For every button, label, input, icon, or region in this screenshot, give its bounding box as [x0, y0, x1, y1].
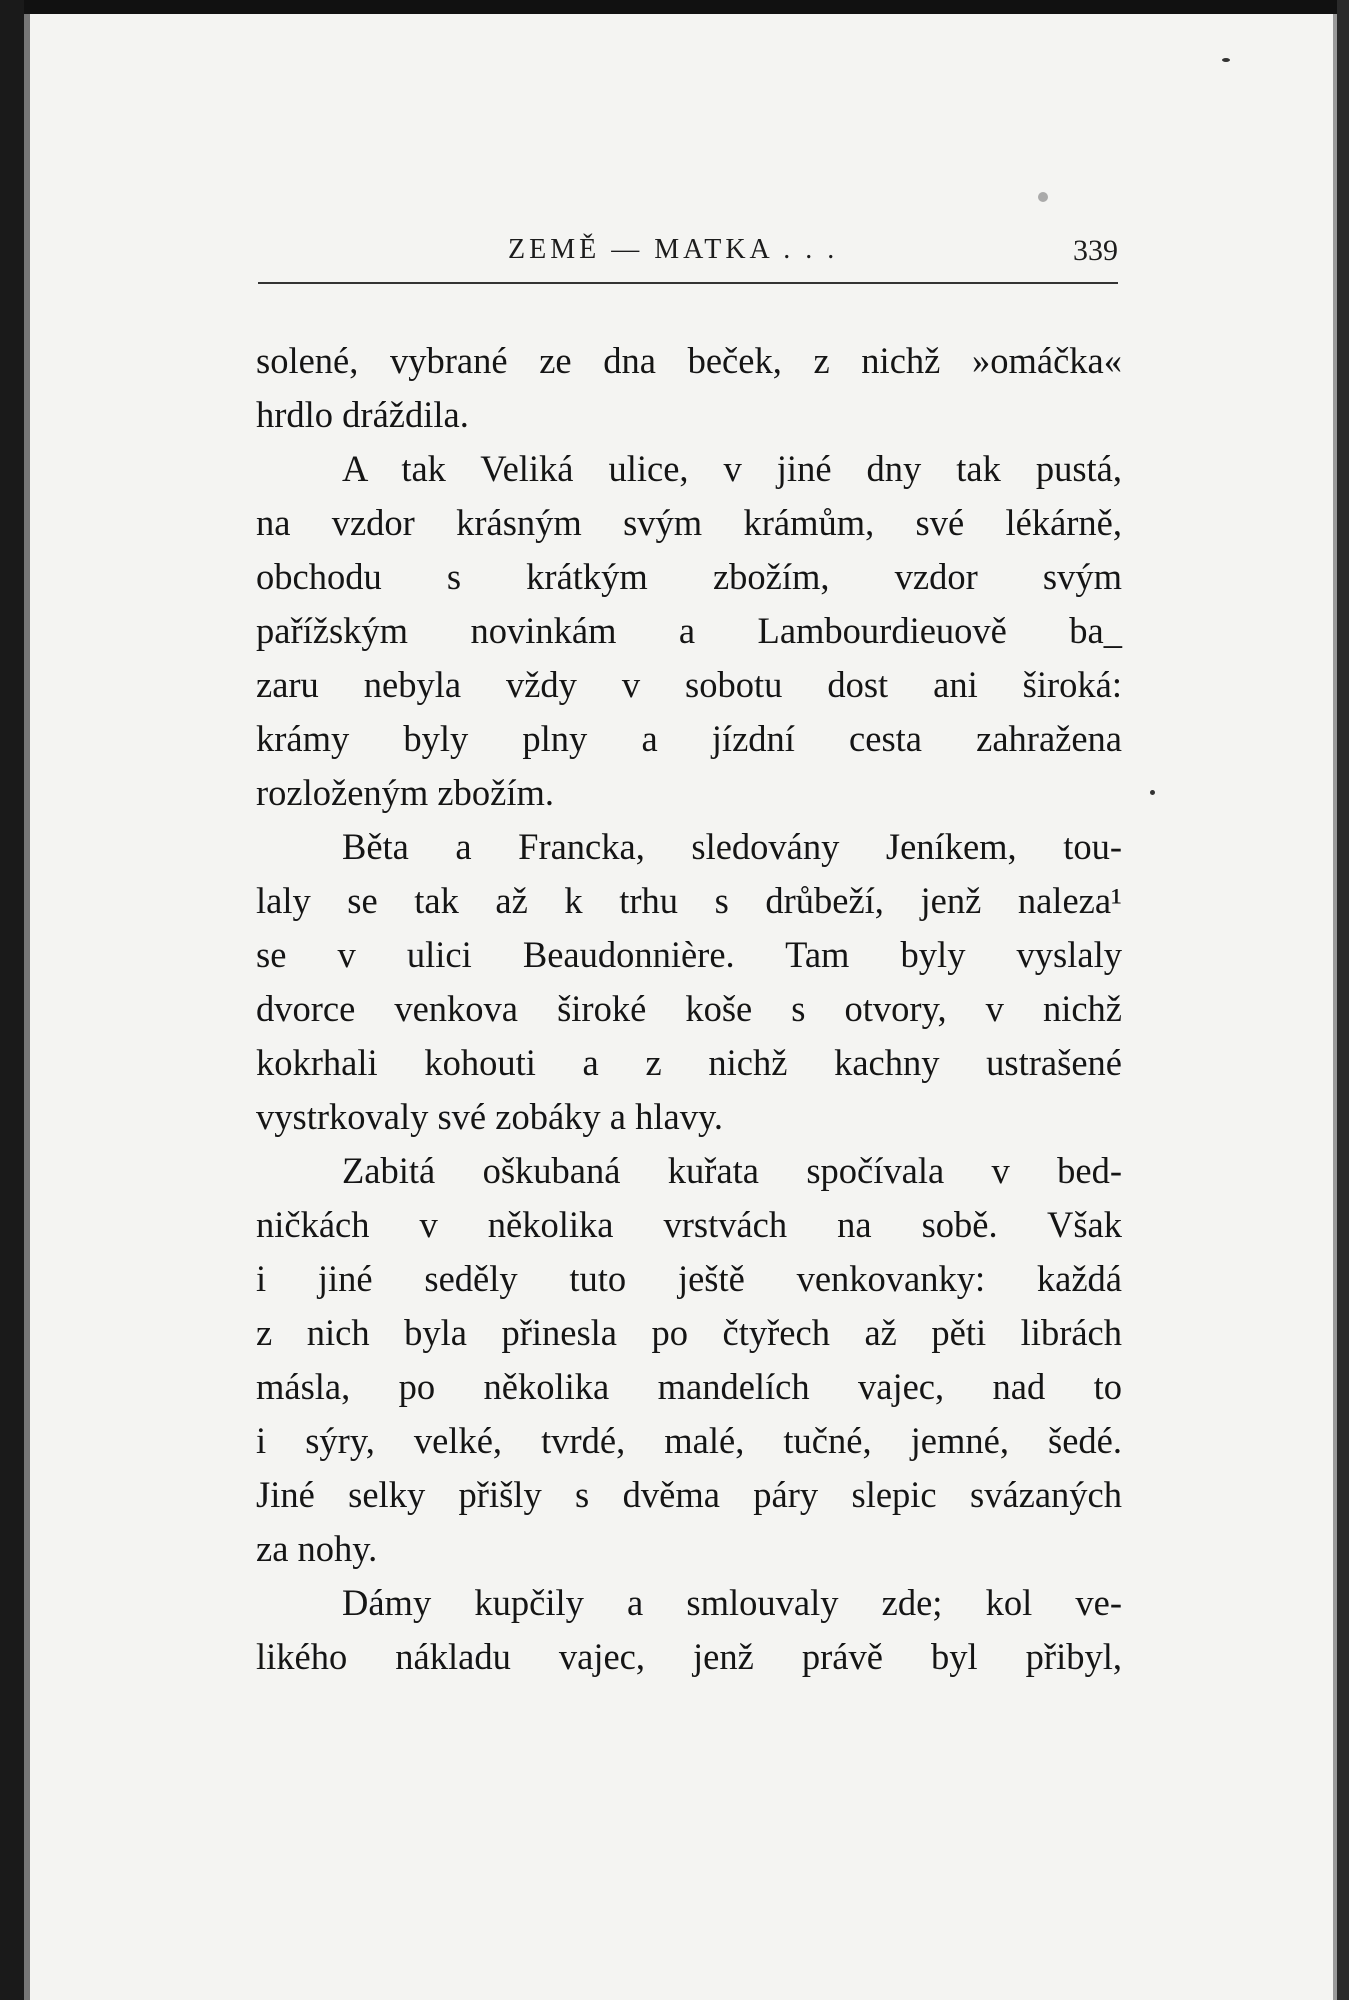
paragraph	[256, 1576, 1122, 1684]
scan-speck	[1150, 790, 1155, 795]
text-line: z nich byla přinesla po čtyřech až pěti librách	[256, 1312, 1122, 1353]
text-line: krámy byly plny a jízdní cesta zahražena	[256, 718, 1122, 759]
page-header	[258, 234, 1118, 284]
text-line: A tak Veliká ulice, v jiné dny tak pustá,	[342, 448, 1122, 489]
page-number: 339	[1073, 234, 1118, 267]
text-line: likého nákladu vajec, jenž právě byl přibyl,	[256, 1636, 1122, 1677]
text-line: zaru nebyla vždy v sobotu dost ani široká:	[256, 664, 1122, 705]
scan-speck	[1038, 192, 1048, 202]
text-line: i jiné seděly tuto ještě venkovanky: každá	[256, 1258, 1122, 1299]
text-line: másla, po několika mandelích vajec, nad to	[256, 1366, 1122, 1407]
paragraph	[256, 1144, 1122, 1576]
text-line: kokrhali kohouti a z nichž kachny ustrašené	[256, 1042, 1122, 1083]
scan-border-left	[0, 0, 24, 2000]
scan-border-top	[0, 0, 1349, 14]
text-line: se v ulici Beaudonnière. Tam byly vyslaly	[256, 934, 1122, 975]
running-title: ZEMĚ — MATKA . . .	[508, 234, 839, 265]
paragraph	[256, 442, 1122, 820]
text-line: pařížským novinkám a Lambourdieuově ba_	[256, 610, 1122, 651]
text-line: za nohy.	[256, 1528, 378, 1569]
text-line: rozloženým zbožím.	[256, 772, 554, 813]
text-line: Běta a Francka, sledovány Jeníkem, tou-	[342, 826, 1122, 867]
text-line: ničkách v několika vrstvách na sobě. Však	[256, 1204, 1122, 1245]
text-line: Zabitá oškubaná kuřata spočívala v bed-	[342, 1150, 1122, 1191]
text-line: i sýry, velké, tvrdé, malé, tučné, jemné, šedé.	[256, 1420, 1122, 1461]
paragraph	[256, 820, 1122, 1144]
text-line: vystrkovaly své zobáky a hlavy.	[256, 1096, 723, 1137]
paragraph	[256, 334, 1122, 442]
header-rule	[258, 282, 1118, 284]
scan-speck	[1222, 58, 1230, 62]
text-line: obchodu s krátkým zbožím, vzdor svým	[256, 556, 1122, 597]
text-line: solené, vybrané ze dna beček, z nichž »omáčka«	[256, 340, 1122, 381]
scan-border-left-shadow	[24, 14, 30, 2000]
text-line: na vzdor krásným svým krámům, své lékárně,	[256, 502, 1122, 543]
text-line: laly se tak až k trhu s drůbeží, jenž naleza¹	[256, 880, 1122, 921]
scan-border-right-shadow	[1333, 14, 1337, 2000]
scan-border-right	[1337, 0, 1349, 2000]
body-text	[256, 334, 1122, 1684]
text-line: dvorce venkova široké koše s otvory, v nichž	[256, 988, 1122, 1029]
text-line: hrdlo dráždila.	[256, 394, 469, 435]
text-line: Dámy kupčily a smlouvaly zde; kol ve-	[342, 1582, 1122, 1623]
text-line: Jiné selky přišly s dvěma páry slepic svázaných	[256, 1474, 1122, 1515]
